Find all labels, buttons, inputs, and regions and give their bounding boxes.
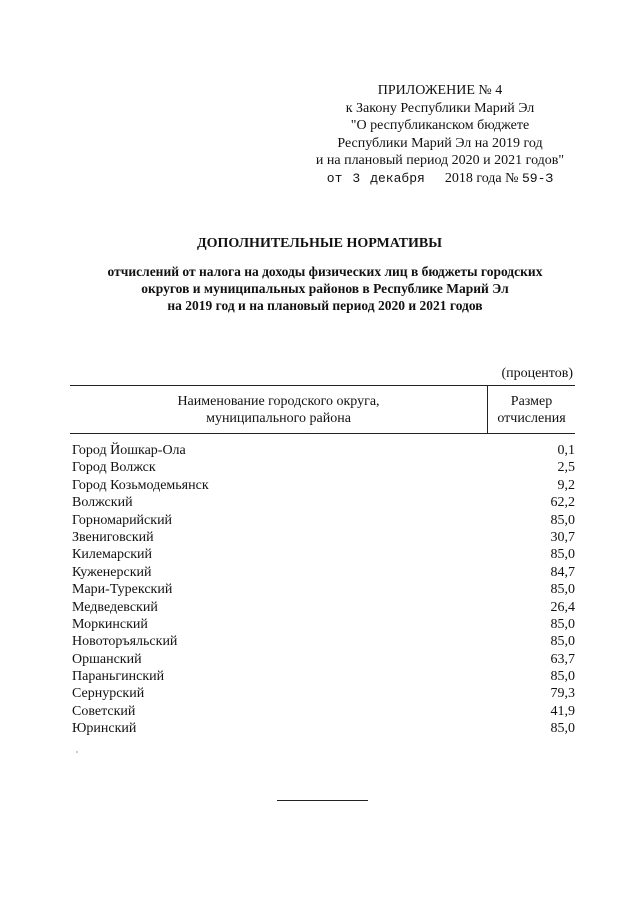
document-subtitle bbox=[70, 263, 580, 314]
date-year: 2018 года № bbox=[444, 170, 519, 186]
header-name-column bbox=[70, 393, 487, 427]
date-day: 3 bbox=[352, 170, 361, 186]
table-row bbox=[72, 546, 575, 563]
table-row bbox=[72, 703, 575, 720]
scan-speck bbox=[76, 751, 78, 753]
table-row bbox=[72, 651, 575, 668]
row-name: Город Козьмодемьянск bbox=[72, 477, 209, 493]
row-name: Моркинский bbox=[72, 616, 148, 632]
row-value: 9,2 bbox=[557, 477, 575, 493]
date-prefix: от bbox=[326, 170, 343, 186]
row-value: 85,0 bbox=[550, 634, 575, 650]
row-value: 85,0 bbox=[550, 721, 575, 737]
row-value: 84,7 bbox=[550, 564, 575, 580]
row-value: 63,7 bbox=[550, 651, 575, 667]
row-value: 0,1 bbox=[557, 443, 575, 458]
table-row bbox=[72, 685, 575, 702]
row-value: 62,2 bbox=[550, 495, 575, 511]
header-name-line-2: муниципального района bbox=[206, 411, 351, 426]
law-number: 59-З bbox=[522, 170, 554, 186]
table-body bbox=[72, 442, 575, 738]
row-name: Куженерский bbox=[72, 564, 152, 580]
row-value: 85,0 bbox=[550, 512, 575, 528]
table-row bbox=[72, 459, 575, 476]
header-name-line-1: Наименование городского округа, bbox=[177, 394, 380, 409]
appendix-law-title-3: и на плановый период 2020 и 2021 годов" bbox=[315, 153, 565, 168]
appendix-law-title-1: "О республиканском бюджете bbox=[350, 118, 530, 133]
row-value: 85,0 bbox=[550, 547, 575, 563]
table-top-rule bbox=[70, 385, 575, 386]
subtitle-line-2: округов и муниципальных районов в Республике Марий Эл bbox=[141, 281, 509, 296]
table-row bbox=[72, 529, 575, 546]
header-rate-line-2: отчисления bbox=[497, 411, 566, 426]
subtitle-line-3: на 2019 год и на плановый период 2020 и 2021 годов bbox=[167, 298, 483, 313]
table-row bbox=[72, 668, 575, 685]
appendix-law-title-2: Республики Марий Эл на 2019 год bbox=[337, 135, 543, 151]
row-name: Параньгинский bbox=[72, 669, 165, 685]
document-title: ДОПОЛНИТЕЛЬНЫЕ НОРМАТИВЫ bbox=[197, 236, 442, 251]
row-name: Город Йошкар-Ола bbox=[72, 443, 186, 458]
row-value: 41,9 bbox=[550, 703, 575, 719]
appendix-law-ref: к Закону Республики Марий Эл bbox=[345, 100, 535, 116]
table-row bbox=[72, 599, 575, 616]
appendix-number: ПРИЛОЖЕНИЕ № 4 bbox=[377, 83, 503, 98]
table-row bbox=[72, 442, 575, 459]
end-rule bbox=[277, 800, 368, 801]
row-value: 85,0 bbox=[550, 616, 575, 632]
table-row bbox=[72, 512, 575, 529]
row-name: Медведевский bbox=[72, 599, 158, 615]
table-row bbox=[72, 616, 575, 633]
table-row bbox=[72, 720, 575, 737]
table-row bbox=[72, 494, 575, 511]
row-name: Оршанский bbox=[72, 651, 142, 667]
row-value: 85,0 bbox=[550, 669, 575, 685]
row-name: Горномарийский bbox=[72, 512, 173, 528]
row-name: Юринский bbox=[72, 721, 137, 737]
row-value: 85,0 bbox=[550, 582, 575, 598]
row-value: 30,7 bbox=[550, 529, 575, 545]
units-label: (процентов) bbox=[501, 366, 573, 381]
row-value: 26,4 bbox=[550, 599, 575, 615]
appendix-header bbox=[290, 82, 590, 187]
row-name: Сернурский bbox=[72, 686, 145, 702]
table-row bbox=[72, 564, 575, 581]
table-row bbox=[72, 581, 575, 598]
row-value: 2,5 bbox=[557, 460, 575, 476]
row-name: Звениговский bbox=[72, 529, 154, 545]
row-value: 79,3 bbox=[550, 686, 575, 702]
header-rate-line-1: Размер bbox=[510, 394, 553, 409]
appendix-date-line bbox=[290, 170, 590, 188]
header-rate-column bbox=[488, 393, 575, 427]
subtitle-line-1: отчислений от налога на доходы физических лиц в бюджеты городских bbox=[107, 264, 543, 279]
row-name: Новоторъяльский bbox=[72, 634, 178, 650]
table-row bbox=[72, 633, 575, 650]
row-name: Килемарский bbox=[72, 547, 153, 563]
table-header-rule bbox=[70, 433, 575, 434]
table-row bbox=[72, 477, 575, 494]
row-name: Волжский bbox=[72, 495, 133, 511]
row-name: Советский bbox=[72, 703, 136, 719]
row-name: Город Волжск bbox=[72, 460, 156, 476]
row-name: Мари-Турекский bbox=[72, 582, 173, 598]
date-month: декабря bbox=[370, 170, 425, 186]
